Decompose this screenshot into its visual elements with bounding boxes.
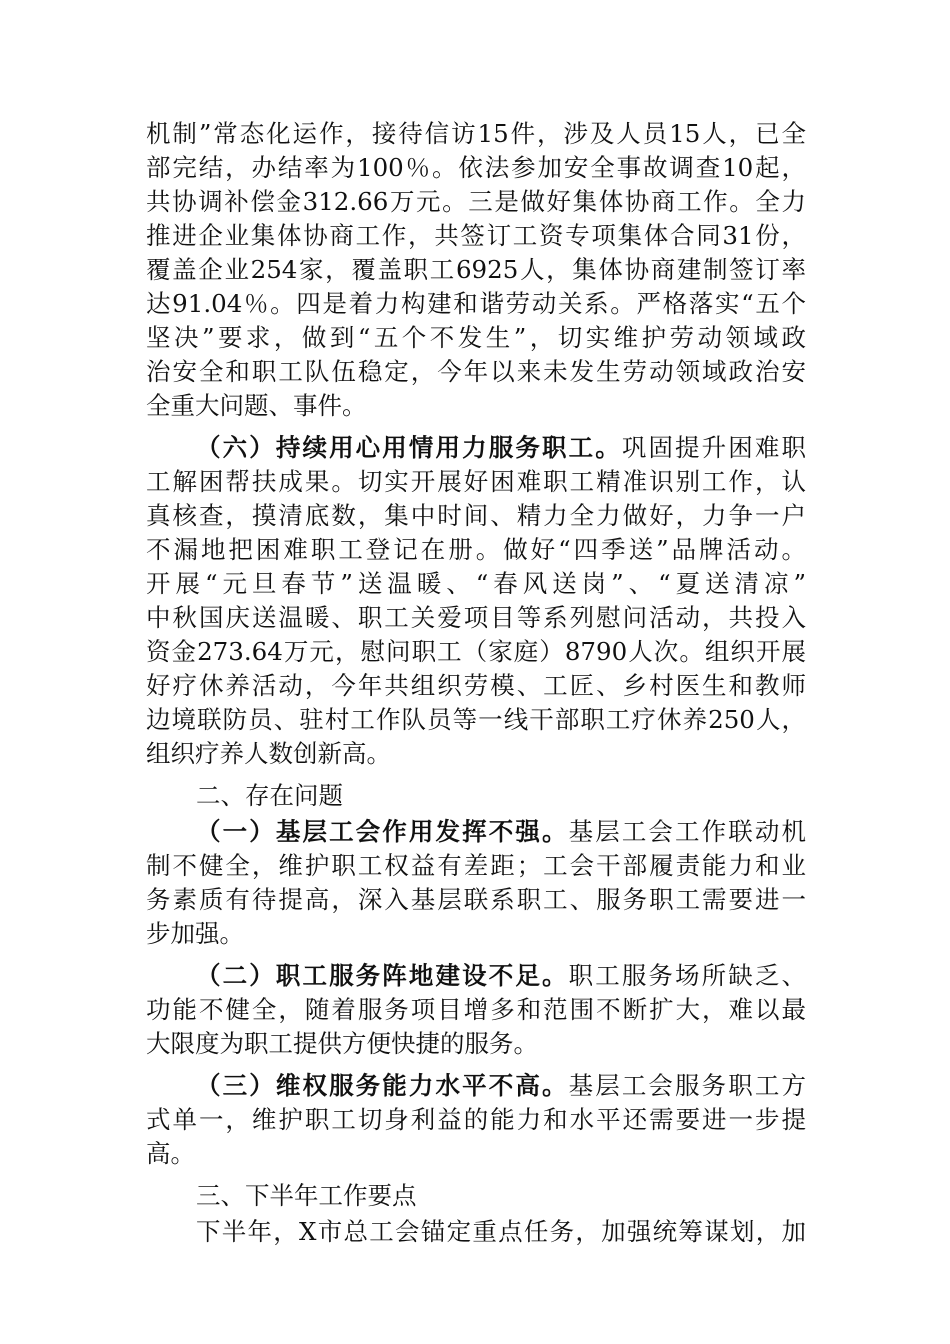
paragraph-line: 部完结，办结率为100％。依法参加安全事故调查10起， [146, 153, 806, 182]
paragraph-line: 制不健全，维护职工权益有差距；工会干部履责能力和业 [146, 851, 806, 880]
paragraph-first-line: 下半年，X市总工会锚定重点任务，加强统筹谋划，加 [196, 1217, 806, 1246]
paragraph-line: 工解困帮扶成果。切实开展好困难职工精准识别工作，认 [146, 467, 806, 496]
paragraph-line: 不漏地把困难职工登记在册。做好“四季送”品牌活动。 [146, 535, 806, 564]
section-heading-3: 三、下半年工作要点 [196, 1181, 417, 1210]
paragraph-line: 高。 [146, 1139, 195, 1168]
paragraph-line: 真核查，摸清底数，集中时间、精力全力做好，力争一户 [146, 501, 806, 530]
paragraph-line: 共协调补偿金312.66万元。三是做好集体协商工作。全力 [146, 187, 806, 216]
paragraph-text: 巩固提升困难职 [621, 433, 807, 462]
paragraph-line: 达91.04％。四是着力构建和谐劳动关系。严格落实“五个 [146, 289, 806, 318]
paragraph-line: 式单一，维护职工切身利益的能力和水平还需要进一步提 [146, 1105, 806, 1134]
paragraph-line: 机制”常态化运作，接待信访15件，涉及人员15人，已全 [146, 119, 806, 148]
paragraph-text: 基层工会工作联动机 [568, 817, 807, 846]
paragraph-text: 职工服务场所缺乏、 [568, 961, 807, 990]
paragraph-line: 全重大问题、事件。 [146, 391, 367, 420]
paragraph-line: 组织疗养人数创新高。 [146, 739, 391, 768]
paragraph-line: 大限度为职工提供方便快捷的服务。 [146, 1029, 538, 1058]
paragraph-text: 基层工会服务职工方 [568, 1071, 807, 1100]
paragraph-line: 步加强。 [146, 919, 244, 948]
paragraph-line: 治安全和职工队伍稳定，今年以来未发生劳动领域政治安 [146, 357, 806, 386]
paragraph-line: 覆盖企业254家，覆盖职工6925人，集体协商建制签订率 [146, 255, 806, 284]
subsection-title: （三）维权服务能力水平不高。 [196, 1071, 569, 1100]
paragraph-line: 坚决”要求，做到“五个不发生”，切实维护劳动领域政 [146, 323, 806, 352]
subsection-title: （一）基层工会作用发挥不强。 [196, 817, 569, 846]
paragraph-line: 好疗休养活动，今年共组织劳模、工匠、乡村医生和教师 [146, 671, 806, 700]
paragraph-line: 资金273.64万元，慰问职工（家庭）8790人次。组织开展 [146, 637, 806, 666]
paragraph-line: 中秋国庆送温暖、职工关爱项目等系列慰问活动，共投入 [146, 603, 806, 632]
subsection-title: （六）持续用心用情用力服务职工。 [196, 433, 622, 462]
paragraph-line: 边境联防员、驻村工作队员等一线干部职工疗休养250人， [146, 705, 806, 734]
section-heading-2: 二、存在问题 [196, 781, 343, 810]
paragraph-line: 推进企业集体协商工作，共签订工资专项集体合同31份， [146, 221, 806, 250]
paragraph-line: 务素质有待提高，深入基层联系职工、服务职工需要进一 [146, 885, 806, 914]
paragraph-line: 功能不健全，随着服务项目增多和范围不断扩大，难以最 [146, 995, 806, 1024]
subsection-title: （二）职工服务阵地建设不足。 [196, 961, 569, 990]
paragraph-line: 开展“元旦春节”送温暖、“春风送岗”、“夏送清凉” [146, 569, 806, 598]
